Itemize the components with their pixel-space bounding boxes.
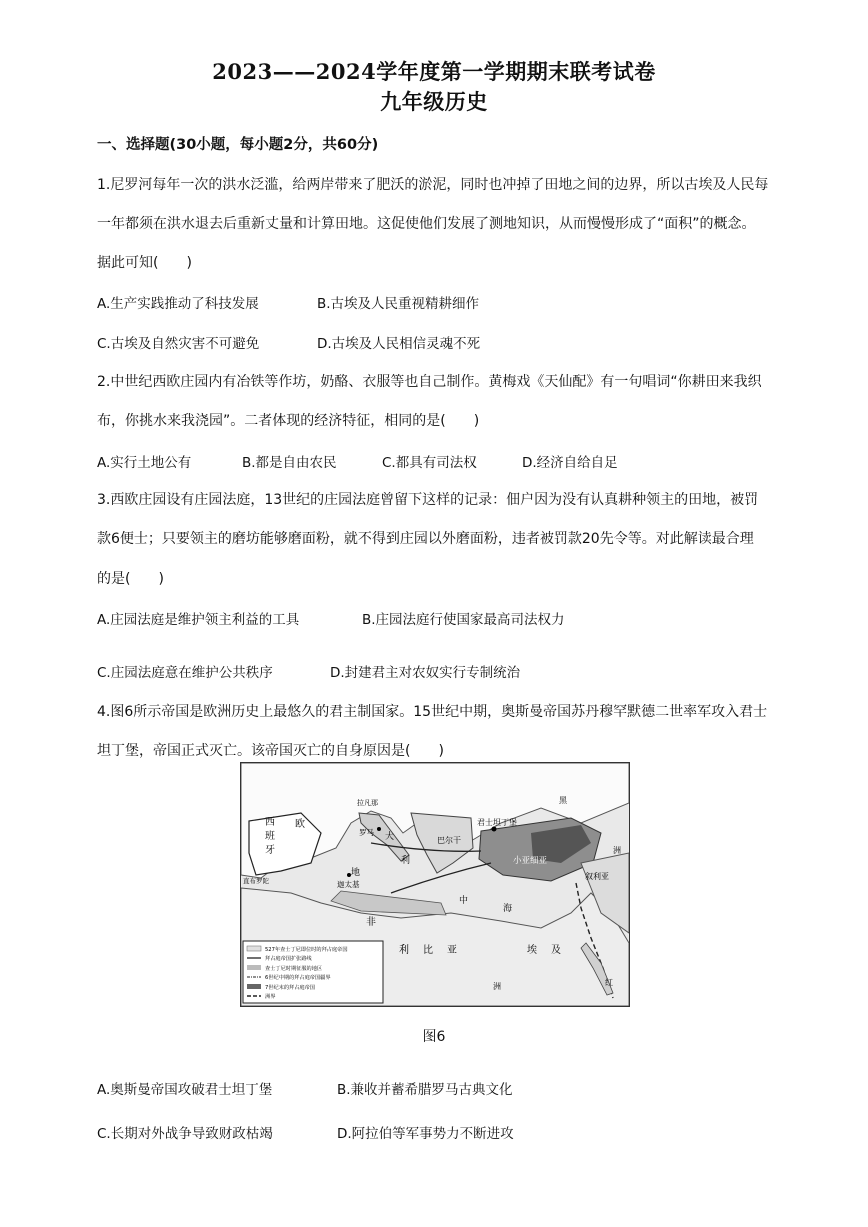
map-label-rome: 罗马 (359, 828, 374, 837)
map-legend (243, 941, 383, 1003)
map-label-carthage: 迦太基 (337, 880, 360, 889)
map-label-med-di: 地 (351, 868, 361, 878)
legend-text-2: 拜占庭帝国扩张路线 (265, 956, 312, 962)
q1-option-b: B.古埃及人民重视精耕细作 (317, 296, 480, 312)
q2-option-b: B.都是自由农民 (242, 455, 337, 471)
map-label-balkan: 巴尔干 (437, 836, 461, 845)
q4-option-a: A.奥斯曼帝国攻破君士坦丁堡 (97, 1082, 273, 1098)
q1-option-c: C.古埃及自然灾害不可避免 (97, 336, 260, 352)
q4-line-1: 4.图6所示帝国是欧洲历史上最悠久的君主制国家。15世纪中期，奥斯曼帝国苏丹穆罕默德二世率军攻入君士 (97, 704, 768, 720)
map-svg (241, 763, 629, 1006)
map-label-med-zhong: 中 (459, 896, 469, 906)
rome-marker (377, 827, 381, 831)
q3-option-a: A.庄园法庭是维护领主利益的工具 (97, 612, 300, 628)
q3-line-1: 3.西欧庄园设有庄园法庭，13世纪的庄园法庭曾留下这样的记录：佃户因为没有认真耕种领主的田地，被罚 (97, 492, 759, 508)
exam-title: 2023——2024学年度第一学期期末联考试卷 (212, 59, 656, 84)
q1-line-3: 据此可知( ) (97, 255, 192, 271)
map-label-red-sea: 红 (605, 978, 613, 987)
q2-line-1: 2.中世纪西欧庄园内有冶铁等作坊，奶酪、衣服等也自己制作。黄梅戏《天仙配》有一句唱词“你耕田来我织 (97, 374, 762, 390)
map-label-asia-minor: 小亚细亚 (513, 856, 548, 866)
q2-option-a: A.实行土地公有 (97, 455, 192, 471)
legend-swatch-1 (247, 946, 261, 951)
map-label-black-sea: 黑 (559, 796, 567, 805)
q1-line-2: 一年都须在洪水退去后重新丈量和计算田地。这促使他们发展了测地知识，从而慢慢形成了“面积”的概念。 (97, 216, 756, 232)
q4-option-b: B.兼收并蓄希腊罗马古典文化 (337, 1082, 513, 1098)
map-label-constantinople: 君士坦丁堡 (477, 818, 517, 827)
exam-subtitle: 九年级历史 (380, 89, 488, 114)
q2-line-2: 布，你挑水来我浇园”。二者体现的经济特征，相同的是( ) (97, 413, 480, 429)
figure-caption: 图6 (422, 1029, 446, 1045)
map-label-ravenna: 拉凡那 (357, 799, 378, 807)
map-label-spain-1: 西 (265, 817, 275, 828)
q3-option-c: C.庄园法庭意在维护公共秩序 (97, 665, 273, 681)
legend-swatch-3 (247, 965, 261, 970)
q4-option-c: C.长期对外战争导致财政枯竭 (97, 1126, 273, 1142)
legend-text-3: 查士丁尼时期征服的地区 (265, 966, 323, 972)
map-label-syria: 叙利亚 (585, 872, 609, 881)
legend-text-1: 527年查士丁尼即位时的拜占庭帝国 (265, 947, 348, 953)
byzantine-empire-map (240, 762, 630, 1007)
map-label-europe: 欧 (295, 819, 305, 830)
map-label-libya: 利比亚 (399, 945, 471, 956)
legend-text-4: 6世纪中期的拜占庭帝国疆界 (265, 975, 331, 981)
q2-option-c: C.都具有司法权 (382, 455, 477, 471)
section-heading: 一、选择题(30小题，每小题2分，共60分) (97, 137, 379, 153)
legend-text-5: 7世纪末的拜占庭帝国 (265, 985, 315, 991)
legend-text-6: 洲界 (265, 994, 276, 1000)
q1-option-d: D.古埃及人民相信灵魂不死 (317, 336, 481, 352)
q3-line-2: 款6便士；只要领主的磨坊能够磨面粉，就不得到庄园以外磨面粉，违者被罚款20先令等。对此解读最合理 (97, 531, 754, 547)
map-label-egypt: 埃及 (527, 945, 575, 956)
map-label-zhou-1: 洲 (493, 982, 501, 991)
map-label-gibraltar: 直布罗陀 (243, 877, 269, 885)
map-label-spain-2: 班 (265, 831, 275, 842)
legend-swatch-5 (247, 984, 261, 989)
map-label-spain-3: 牙 (265, 845, 275, 856)
q1-option-a: A.生产实践推动了科技发展 (97, 296, 259, 312)
q2-option-d: D.经济自给自足 (522, 455, 618, 471)
q1-line-1: 1.尼罗河每年一次的洪水泛滥，给两岸带来了肥沃的淤泥，同时也冲掉了田地之间的边界，所以古埃及人民每 (97, 177, 769, 193)
q4-line-2: 坦丁堡，帝国正式灭亡。该帝国灭亡的自身原因是( ) (97, 743, 444, 759)
q3-option-b: B.庄园法庭行使国家最高司法权力 (362, 612, 565, 628)
map-label-zhou-2: 洲 (613, 846, 621, 855)
map-label-med-hai: 海 (503, 904, 513, 914)
map-label-italy-da: 大 (385, 832, 395, 842)
map-label-africa: 非 (366, 917, 376, 928)
map-label-italy-li: 利 (401, 856, 411, 866)
constantinople-marker (492, 827, 497, 832)
q3-option-d: D.封建君主对农奴实行专制统治 (330, 665, 521, 681)
q4-option-d: D.阿拉伯等军事势力不断进攻 (337, 1126, 514, 1142)
q3-line-3: 的是( ) (97, 571, 164, 587)
